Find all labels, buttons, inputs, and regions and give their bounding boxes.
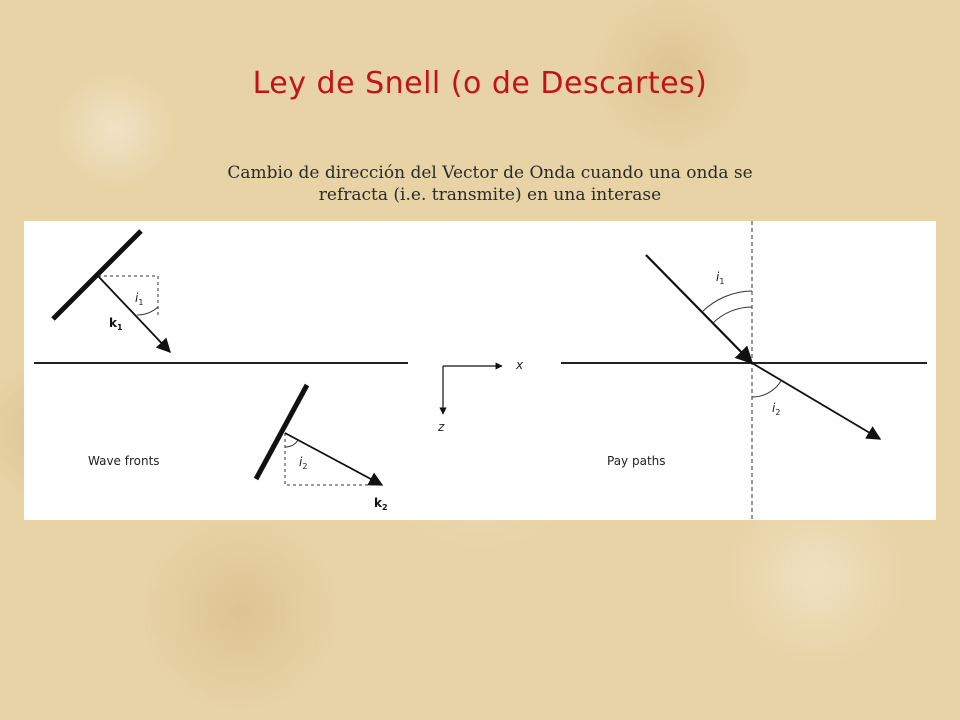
k1-label: $k_1$ (109, 316, 123, 332)
wave-fronts-caption: Wave fronts (88, 454, 160, 468)
snell-diagram (24, 221, 936, 520)
subtitle-line-1: Cambio de dirección del Vector de Onda cuando una onda se (227, 163, 753, 183)
i2-arc-right (752, 381, 781, 397)
i1-label-left: $i_1$ (135, 291, 144, 307)
ray-paths-caption: Pay paths (607, 454, 666, 468)
k1-vector (98, 276, 170, 352)
wave-fronts-panel (34, 231, 408, 512)
k2-label: $k_2$ (374, 496, 388, 512)
z-axis-label: z (438, 420, 445, 434)
incident-construction-lines (98, 276, 158, 315)
snell-diagram-svg (24, 221, 936, 520)
i2-label-left: $i_2$ (299, 455, 308, 471)
i2-arc-left (285, 440, 298, 447)
slide-subtitle (220, 162, 760, 206)
i1-arc-inner (713, 307, 752, 323)
subtitle-line-2: refracta (i.e. transmite) en una interase (318, 185, 662, 205)
i1-arc-left (137, 307, 158, 315)
i1-label-right: $i_1$ (716, 270, 725, 286)
slide-title: Ley de Snell (o de Descartes) (252, 66, 708, 101)
incident-wavefront (53, 231, 144, 319)
axes-indicator (437, 358, 524, 434)
i1-arc-outer (702, 291, 752, 312)
i2-label-right: $i_2$ (772, 401, 781, 417)
x-axis-label: x (516, 358, 524, 372)
ray-paths-panel (561, 221, 927, 520)
